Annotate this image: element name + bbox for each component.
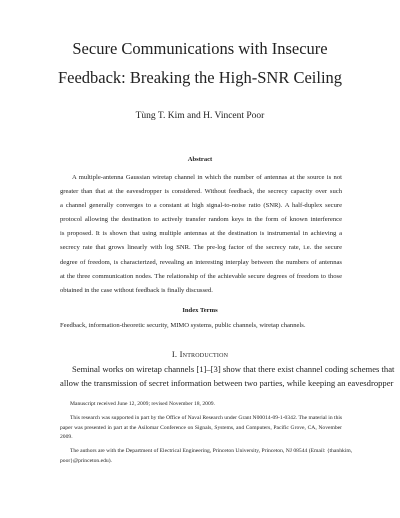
index-terms: Feedback, information-theoretic security, MIMO systems, public channels, wiretap channels.: [60, 322, 306, 329]
footnotes: [60, 400, 353, 471]
section-heading: [0, 349, 400, 359]
abstract-line: greater than that at the eavesdropper is considered. Without feedback, the secrecy capacity over such: [60, 188, 342, 196]
footnote-line: Manuscript received June 12, 2009; revised November 18, 2009.: [70, 401, 215, 407]
footnote-manuscript: [60, 400, 342, 410]
body-line: allow the transmission of secret information between two parties, while keeping an eavesdropper: [60, 378, 394, 388]
footnote-line: 2009.: [60, 434, 73, 441]
title-line-2: Feedback: Breaking the High-SNR Ceiling: [57, 68, 343, 87]
abstract-line: at the three communication nodes. The relationship of the achievable secure degrees of freedom to those: [60, 272, 342, 280]
footnote-authors: [60, 447, 353, 467]
abstract-line: a channel generally converges to a constant at high signal-to-noise ratio (SNR). A half-duplex secure: [60, 202, 342, 210]
index-terms-heading: Index Terms: [182, 307, 218, 314]
abstract-line: A multiple-antenna Gaussian wiretap channel in which the number of antennas at the source is not: [72, 174, 342, 181]
paper-title: [0, 34, 400, 92]
abstract-line: secrecy rate that grows linearly with log SNR. The pre-log factor of the secrecy rate, i.e. the secure: [60, 244, 342, 252]
body-text: [60, 362, 395, 390]
authors: Tùng T. Kim and H. Vincent Poor: [135, 111, 265, 121]
section-title: Introduction: [179, 349, 229, 359]
footnote-line: paper was presented in part at the Asilomar Conference on Signals, Systems, and Computers, Pacific Grove, CA, November: [60, 424, 342, 431]
body-line: Seminal works on wiretap channels [1]–[3] show that there exist channel coding schemes that: [72, 364, 395, 374]
abstract: [60, 171, 342, 298]
abstract-line: protocol allowing the destination to actively transfer random keys in the form of known interference: [60, 216, 342, 224]
abstract-line: obtained in the case without feedback is finally discussed.: [60, 286, 213, 294]
footnote-line: poor}@princeton.edu).: [60, 457, 112, 464]
footnote-line: This research was supported in part by the Office of Naval Research under Grant N00014-09-1-0342. The material in this: [70, 414, 343, 421]
abstract-heading: Abstract: [187, 156, 213, 163]
section-number: I.: [171, 349, 178, 359]
abstract-line: degree of freedom, is characterized, revealing an interesting interplay between the numbers of antennas: [60, 258, 342, 266]
footnote-line: The authors are with the Department of Electrical Engineering, Princeton University, Princeton, NJ 08544 (Email: {thanhkim,: [70, 448, 353, 455]
abstract-line: is proposed. It is shown that using multiple antennas at the destination is instrumental in achieving a: [60, 230, 342, 238]
footnote-support: [60, 414, 342, 443]
title-line-1: Secure Communications with Insecure: [72, 39, 328, 58]
